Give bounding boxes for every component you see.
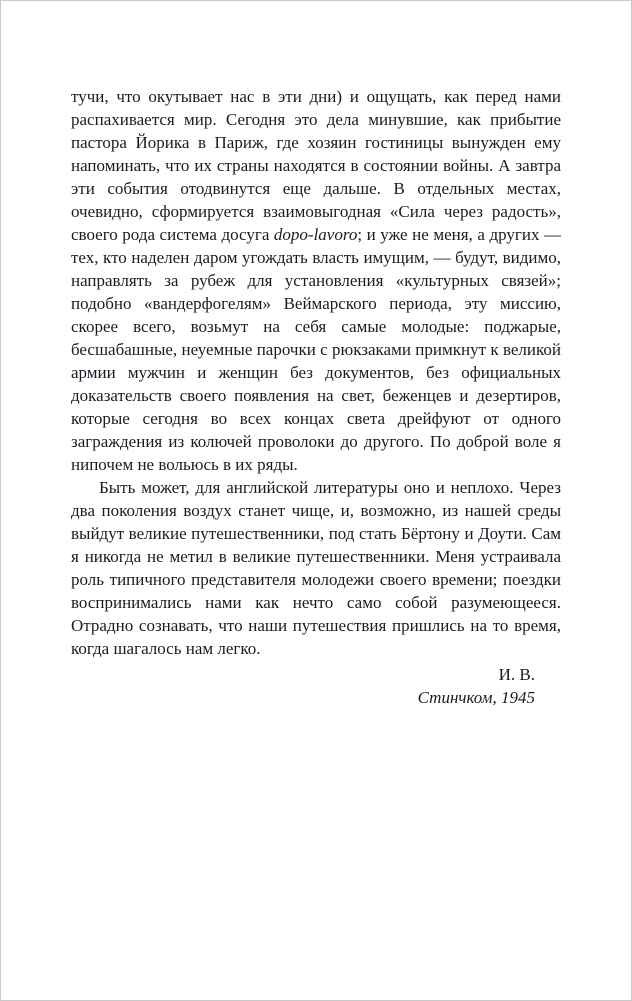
- text-run-italic: dopo-lavoro: [273, 225, 358, 244]
- signature-place-year: Стинчком, 1945: [417, 688, 535, 707]
- text-run: Быть может, для английской литературы оно и неплохо. Через два поколения воздух станет чище, и, возможно, из нашей среды выйдут великие путешественники, под стать Бёртону и Доути. Сам я никогда не метил в великие путешественники. Меня устраивала роль типичного представителя молодежи своего времени; поездки воспринимались нами как нечто само собой разумеющееся. Отрадно сознавать, что наши путешествия пришлись на то время, когда шагалось нам легко.: [71, 478, 561, 658]
- paragraphs-container: [71, 85, 561, 660]
- text-run: тучи, что окутывает нас в эти дни) и ощущать, как перед нами распахивается мир. Сегодня это дела минувшие, как прибытие пастора Йорика в Париж, где хозяин гостиницы вынужден ему напоминать, что их страны находятся в состоянии войны. А завтра эти события отодвинутся еще дальше. В отдельных местах, очевидно, сформируется взаимовыгодная «Сила через радость», своего рода система досуга: [71, 87, 561, 244]
- text-run: ; и уже не меня, а других — тех, кто наделен даром угождать власть имущим, — будут, видимо, направлять за рубеж для установления «культурных связей»; подобно «вандерфогелям» Веймарского периода, эту миссию, скорее всего, возьмут на себя самые молодые: поджарые, бесшабашные, неуемные парочки с рюкзаками примкнут к великой армии мужчин и женщин без документов, без официальных доказательств своего появления на свет, беженцев и дезертиров, которые сегодня во всех концах света дрейфуют от одного заграждения из колючей проволоки до другого. По доброй воле я нипочем не вольюсь в их ряды.: [71, 225, 561, 474]
- signature-block: [71, 663, 561, 709]
- paragraph: [71, 85, 561, 476]
- signature-initials: И. В.: [498, 665, 535, 684]
- page-text: [71, 85, 561, 709]
- paragraph: [71, 476, 561, 660]
